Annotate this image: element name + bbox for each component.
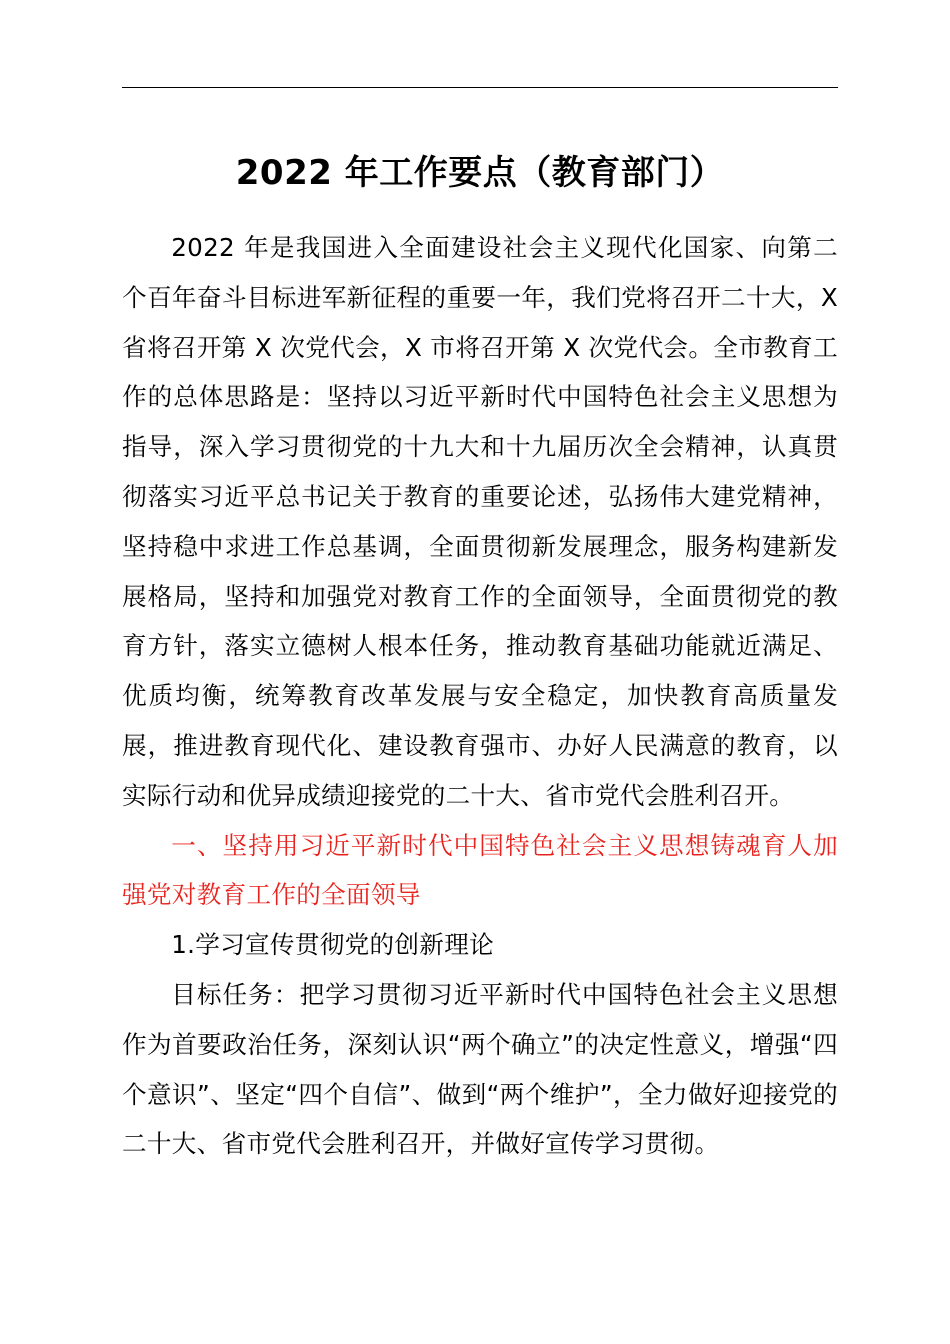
header-rule [122,87,838,88]
target-task-paragraph: 目标任务：把学习贯彻习近平新时代中国特色社会主义思想作为首要政治任务，深刻认识“两个确立”的决定性意义，增强“四个意识”、坚定“四个自信”、做到“两个维护”，全力做好迎接党的二十大、省市党代会胜利召开，并做好宣传学习贯彻。 [122,979,838,1159]
intro-paragraph: 2022 年是我国进入全面建设社会主义现代化国家、向第二个百年奋斗目标进军新征程的重要一年，我们党将召开二十大，X 省将召开第 X 次党代会，X 市将召开第 X 次党代会。全市教育工作的总体思路是：坚持以习近平新时代中国特色社会主义思想为指导，深入学习贯彻党的十九大和十九届历次全会精神，认真贯彻落实习近平总书记关于教育的重要论述，弘扬伟大建党精神，坚持稳中求进工作总基调，全面贯彻新发展理念，服务构建新发展格局，坚持和加强党对教育工作的全面领导，全面贯彻党的教育方针，落实立德树人根本任务，推动教育基础功能就近满足、优质均衡，统筹教育改革发展与安全稳定，加快教育高质量发展，推进教育现代化、建设教育强市、办好人民满意的教育，以实际行动和优异成绩迎接党的二十大、省市党代会胜利召开。 [122,233,838,810]
section-heading-1: 一、坚持用习近平新时代中国特色社会主义思想铸魂育人加强党对教育工作的全面领导 [122,830,838,910]
document-title: 2022 年工作要点（教育部门） [235,153,725,193]
document-body [122,223,838,1169]
subsection-heading-1-1: 1.学习宣传贯彻党的创新理论 [171,930,494,960]
